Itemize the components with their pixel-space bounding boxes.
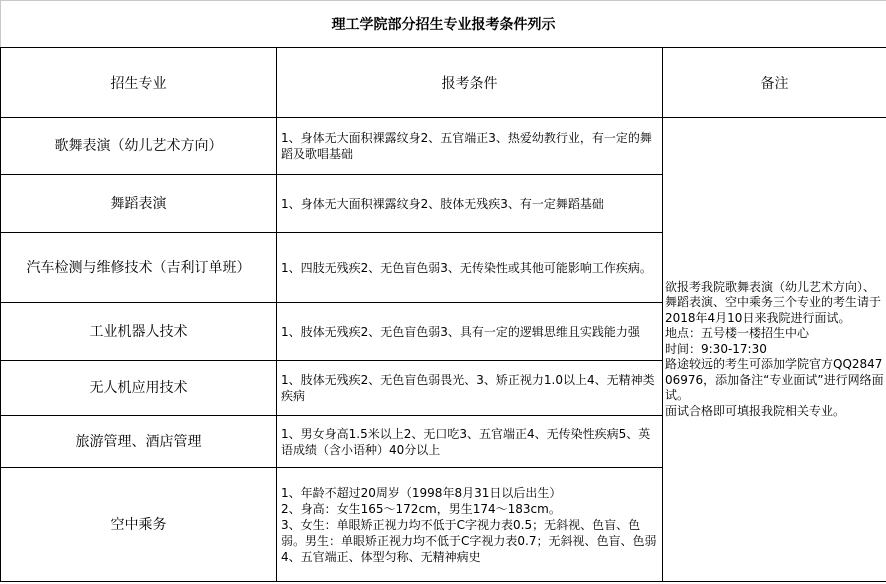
major-cell: 歌舞表演（幼儿艺术方向） bbox=[1, 118, 277, 175]
requirement-text: 1、肢体无残疾2、无色盲色弱3、具有一定的逻辑思维且实践能力强 bbox=[281, 324, 640, 339]
requirement-text: 1、肢体无残疾2、无色盲色弱畏光、3、矫正视力1.0以上4、无精神类疾病 bbox=[281, 373, 655, 403]
requirements-cell bbox=[277, 118, 663, 175]
requirements-cell bbox=[277, 233, 663, 303]
header-major: 招生专业 bbox=[1, 48, 277, 118]
title-row bbox=[1, 1, 886, 48]
notes-cell bbox=[663, 118, 886, 582]
requirement-text: 1、身体无大面积裸露纹身2、五官端正3、热爱幼教行业，有一定的舞蹈及歌唱基础 bbox=[281, 131, 652, 161]
requirement-text: 1、年龄不超过20周岁（1998年8月31日以后出生） bbox=[281, 485, 562, 500]
requirement-text: 1、身体无大面积裸露纹身2、肢体无残疾3、有一定舞蹈基础 bbox=[281, 196, 604, 211]
table-title: 理工学院部分招生专业报考条件列示 bbox=[1, 1, 886, 48]
note-interview-info: 欲报考我院歌舞表演（幼儿艺术方向）、舞蹈表演、空中乘务三个专业的考生请于2018年4月10日来我院进行面试。 bbox=[665, 279, 882, 325]
header-requirements: 报考条件 bbox=[277, 48, 663, 118]
major-cell: 舞蹈表演 bbox=[1, 175, 277, 233]
requirement-text: 1、男女身高1.5米以上2、无口吃3、五官端正4、无传染性疾病5、英语成绩（含小语种）40分以上 bbox=[281, 426, 651, 457]
note-location: 地点：五号楼一楼招生中心 bbox=[665, 326, 810, 341]
requirement-text: 3、女生：单眼矫正视力均不低于C字视力表0.5；无斜视、色盲、色弱。男生：单眼矫正视力均不低于C字视力表0.7；无斜视、色盲、色弱 bbox=[281, 517, 657, 548]
note-online-interview: 路途较远的考生可添加学院官方QQ284706976，添加备注“专业面试”进行网络面试。 bbox=[665, 357, 884, 403]
requirements-cell bbox=[277, 361, 663, 416]
major-cell: 旅游管理、酒店管理 bbox=[1, 416, 277, 468]
requirement-text: 4、五官端正、体型匀称、无精神病史 bbox=[281, 549, 481, 564]
major-cell: 空中乘务 bbox=[1, 468, 277, 582]
requirements-cell bbox=[277, 468, 663, 582]
note-qualification: 面试合格即可填报我院相关专业。 bbox=[665, 403, 846, 418]
major-cell: 汽车检测与维修技术（吉利订单班） bbox=[1, 233, 277, 303]
requirements-cell bbox=[277, 416, 663, 468]
major-cell: 工业机器人技术 bbox=[1, 303, 277, 361]
requirement-text: 1、四肢无残疾2、无色盲色弱3、无传染性或其他可能影响工作疾病。 bbox=[281, 260, 652, 275]
note-time: 时间：9:30-17:30 bbox=[665, 341, 767, 356]
requirements-cell bbox=[277, 175, 663, 233]
table-row bbox=[1, 118, 886, 175]
major-cell: 无人机应用技术 bbox=[1, 361, 277, 416]
requirements-cell bbox=[277, 303, 663, 361]
header-row bbox=[1, 48, 886, 118]
requirement-text: 2、身高：女生165～172cm，男生174～183cm。 bbox=[281, 501, 561, 516]
header-notes: 备注 bbox=[663, 48, 886, 118]
